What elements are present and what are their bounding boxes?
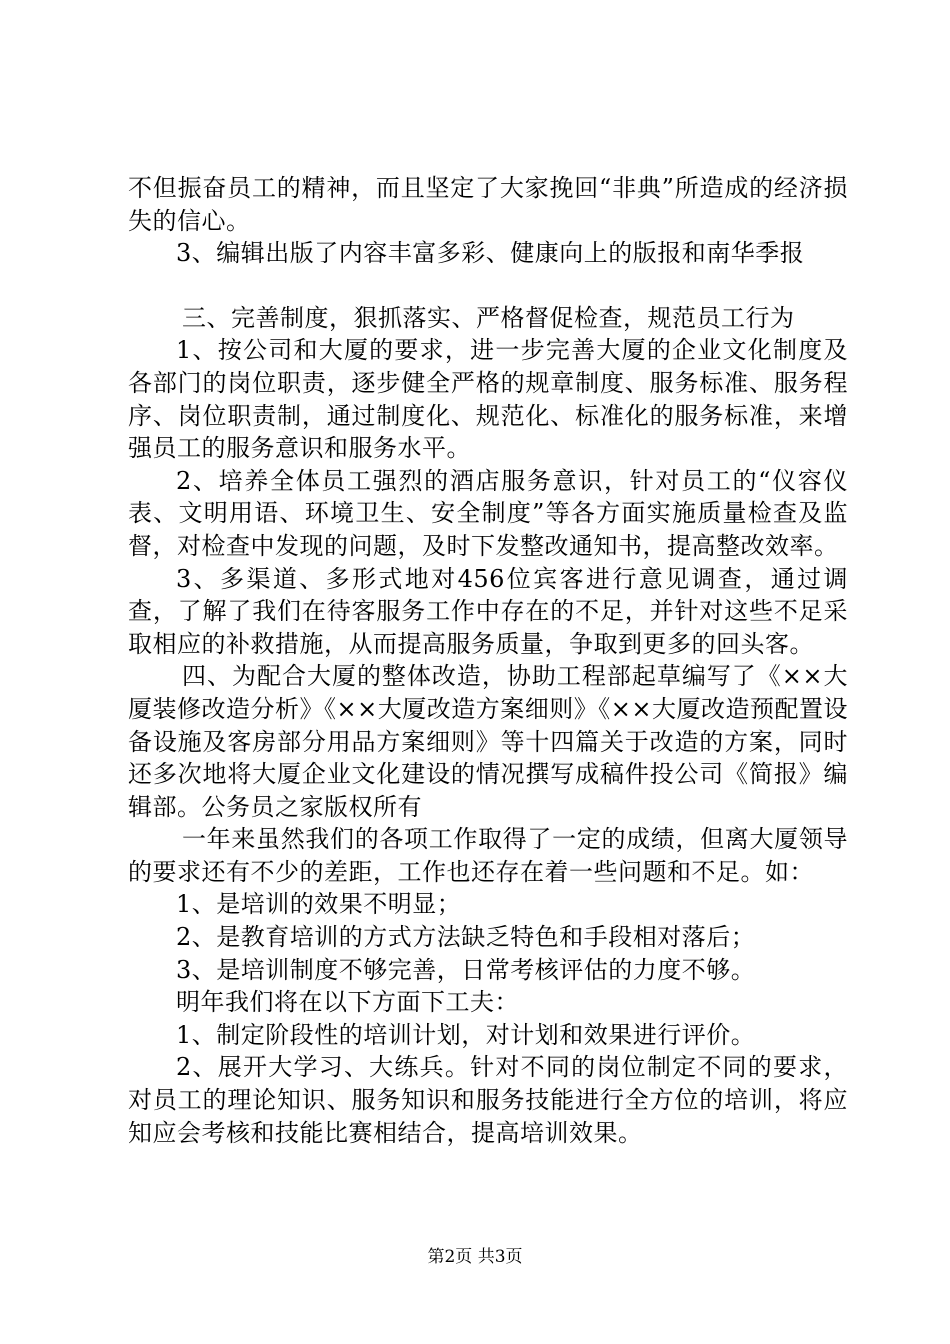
- paragraph-item-3-survey: 3、多渠道、多形式地对456位宾客进行意见调查，通过调查，了解了我们在待客服务工作中存在的不足，并针对这些不足采取相应的补救措施，从而提高服务质量，争取到更多的回头客。: [128, 564, 848, 658]
- paragraph-summary: 一年来虽然我们的各项工作取得了一定的成绩，但离大厦领导的要求还有不少的差距，工作也还存在着一些问题和不足。如：: [128, 825, 848, 886]
- paragraph-issue-2: 2、是教育培训的方式方法缺乏特色和手段相对落后；: [176, 923, 756, 952]
- paragraph-issue-3: 3、是培训制度不够完善，日常考核评估的力度不够。: [176, 955, 756, 984]
- paragraph-item-1-system: 1、按公司和大厦的要求，进一步完善大厦的企业文化制度及各部门的岗位职责，逐步健全严格的规章制度、服务标准、服务程序、岗位职责制，通过制度化、规范化、标准化的服务标准，来增强员工的服务意识和服务水平。: [128, 336, 848, 463]
- blank-line: [128, 270, 848, 302]
- document-body: [128, 172, 848, 1149]
- paragraph-item-2-service: 2、培养全体员工强烈的酒店服务意识，针对员工的“仪容仪表、文明用语、环境卫生、安全制度”等各方面实施质量检查及监督，对检查中发现的问题，及时下发整改通知书，提高整改效率。: [128, 466, 848, 560]
- paragraph-issue-1: 1、是培训的效果不明显；: [176, 890, 462, 919]
- paragraph-item-3-publication: 3、编辑出版了内容丰富多彩、健康向上的版报和南华季报: [176, 239, 805, 268]
- page-number-footer: 第2页 共3页: [427, 1247, 523, 1267]
- paragraph-continuation: 不但振奋员工的精神，而且坚定了大家挽回“非典”所造成的经济损失的信心。: [128, 174, 848, 235]
- section-heading-3: 三、完善制度，狠抓落实、严格督促检查，规范员工行为: [182, 303, 795, 332]
- section-heading-4: 四、为配合大厦的整体改造，协助工程部起草编写了《××大厦装修改造分析》《××大厦改造方案细则》《××大厦改造预配置设备设施及客房部分用品方案细则》等十四篇关于改造的方案，同时还多次地将大厦企业文化建设的情况撰写成稿件投公司《简报》编辑部。公务员之家版权所有: [128, 662, 848, 821]
- paragraph-plan-1: 1、制定阶段性的培训计划，对计划和效果进行评价。: [176, 1020, 756, 1049]
- paragraph-plan-intro: 明年我们将在以下方面下工夫：: [176, 988, 519, 1017]
- paragraph-plan-2: 2、展开大学习、大练兵。针对不同的岗位制定不同的要求，对员工的理论知识、服务知识和服务技能进行全方位的培训，将应知应会考核和技能比赛相结合，提高培训效果。: [128, 1053, 848, 1147]
